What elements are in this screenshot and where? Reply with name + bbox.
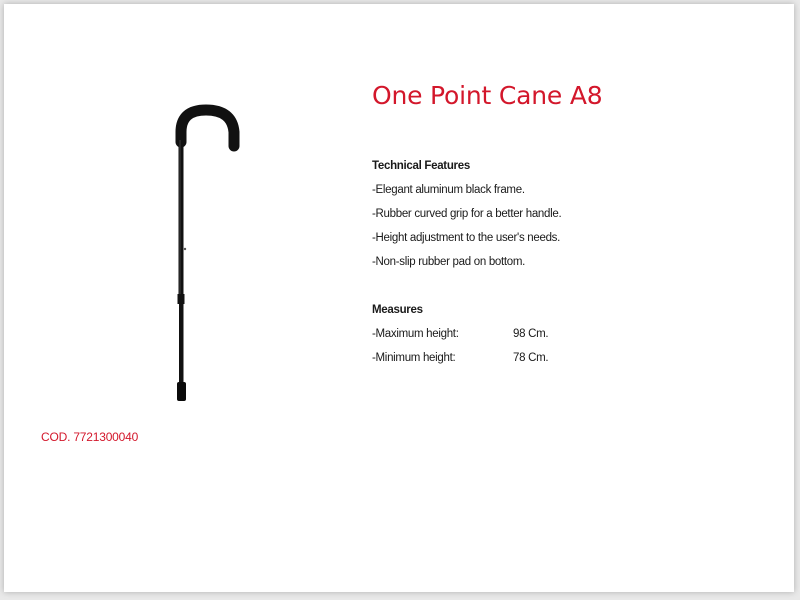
product-sheet bbox=[4, 4, 794, 592]
product-title: One Point Cane A8 bbox=[372, 81, 603, 110]
cane-handle bbox=[181, 110, 234, 146]
measure-label: -Minimum height: bbox=[372, 352, 456, 364]
cane-upper-shaft bbox=[179, 138, 184, 298]
product-code: COD. 7721300040 bbox=[41, 430, 139, 444]
feature-item: -Non-slip rubber pad on bottom. bbox=[372, 256, 526, 268]
measure-value: 98 Cm. bbox=[513, 328, 549, 340]
feature-item: -Elegant aluminum black frame. bbox=[372, 184, 525, 196]
measure-row-max bbox=[372, 322, 772, 346]
cane-rubber-tip bbox=[177, 382, 186, 401]
feature-item: -Rubber curved grip for a better handle. bbox=[372, 208, 562, 220]
measure-label: -Maximum height: bbox=[372, 328, 459, 340]
feature-item: -Height adjustment to the user's needs. bbox=[372, 232, 561, 244]
cane-lower-shaft bbox=[179, 302, 184, 384]
measure-row-min bbox=[372, 346, 772, 370]
technical-features-heading: Technical Features bbox=[372, 160, 470, 172]
cane-product-image bbox=[154, 94, 254, 404]
measure-value: 78 Cm. bbox=[513, 352, 549, 364]
specifications bbox=[372, 154, 772, 370]
measures-heading: Measures bbox=[372, 304, 423, 316]
